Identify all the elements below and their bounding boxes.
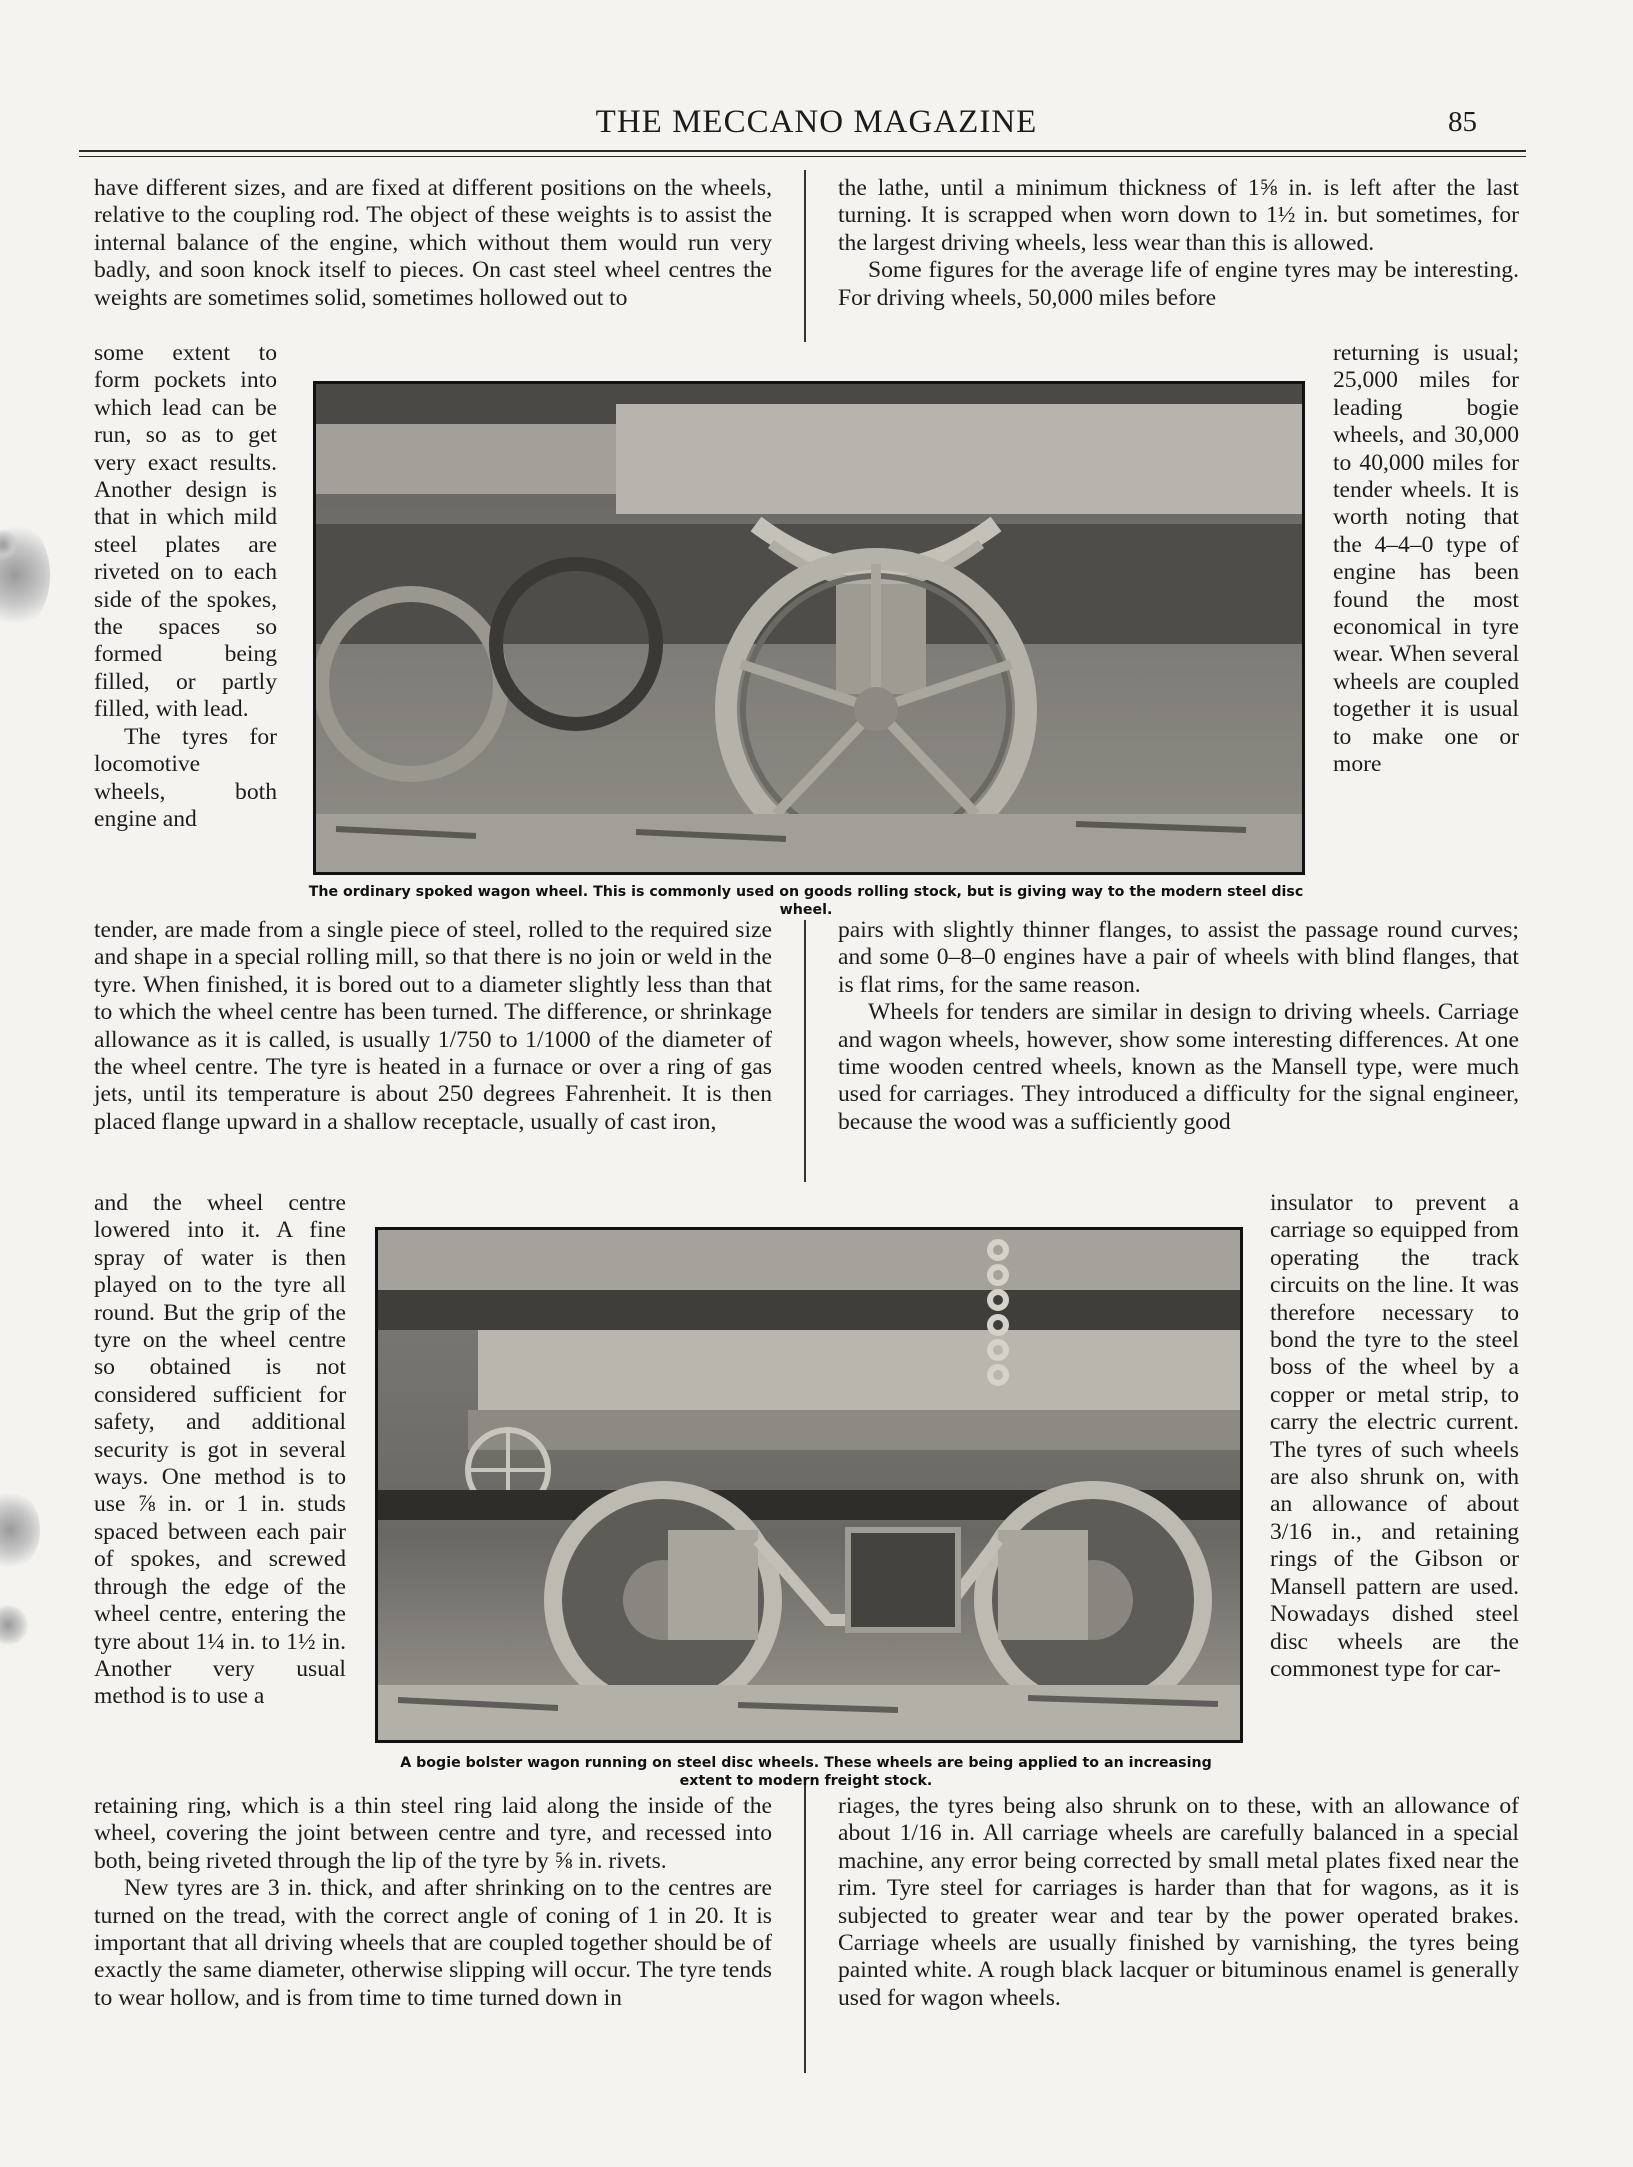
paragraph: have different sizes, and are fixed at different positions on the wheels, relative to the coupling rod. The object of these weights is to assist the internal balance of the engine, which without them would run very badly, and soon knock itself to pieces. On cast steel wheel centres the weights are sometimes solid, sometimes hollowed out to: [94, 175, 772, 311]
photo-spoked-wagon-wheel: [313, 381, 1305, 875]
paragraph: returning is usual; 25,000 miles for leading bogie wheels, and 30,000 to 40,000 miles for tender wheels. It is worth noting that the 4–4–0 type of engine has been found the most economical in tyre wear. When several wheels are coupled together it is usual to make one or more: [1333, 340, 1519, 778]
text-right-narrow-1: [1333, 340, 1519, 779]
column-rule: [804, 170, 806, 342]
paragraph: and the wheel centre lowered into it. A fine spray of water is then played on to the tyre all round. But the grip of the tyre on the wheel centre so obtained is not considered sufficient for safety, and additional security is got in several ways. One method is to use ⅞ in. or 1 in. studs spaced between each pair of spokes, and screwed through the edge of the wheel centre, entering the tyre about 1¼ in. to 1½ in. Another very usual method is to use a: [94, 1190, 346, 1710]
header-rule: [79, 150, 1526, 152]
paragraph: tender, are made from a single piece of steel, rolled to the required size and shape in a special rolling mill, so that there is no join or weld in the tyre. When finished, it is bored out to a diameter slightly less than that to which the wheel centre has been turned. The difference, or shrinkage allowance as it is called, is usually 1/750 to 1/1000 of the diameter of the wheel centre. The tyre is heated in a furnace or over a ring of gas jets, until its temperature is about 250 degrees Fahrenheit. It is then placed flange upward in a shallow receptacle, usually of cast iron,: [94, 917, 772, 1135]
binding-hole-mark: [0, 1605, 28, 1645]
text-left-narrow-2: [94, 1190, 346, 1711]
binding-hole-mark: [0, 1490, 40, 1570]
text-bottom-right: [838, 1793, 1519, 2012]
text-bottom-left: [94, 1793, 772, 2012]
column-rule: [804, 920, 806, 1182]
figure-caption: The ordinary spoked wagon wheel. This is commonly used on goods rolling stock, but is giving way to the modern steel disc wheel.: [308, 884, 1304, 918]
text-top-right: [838, 175, 1519, 312]
paragraph: New tyres are 3 in. thick, and after shrinking on to the centres are turned on the tread, with the correct angle of coning of 1 in 20. It is important that all driving wheels that are coupled together should be of exactly the same diameter, otherwise slipping will occur. The tyre tends to wear hollow, and is from time to time turned down in: [94, 1875, 772, 2011]
text-left-narrow-1: [94, 340, 277, 833]
paragraph: the lathe, until a minimum thickness of 1⅝ in. is left after the last turning. It is scrapped when worn down to 1½ in. but sometimes, for the largest driving wheels, less wear than this is allowed.: [838, 175, 1519, 256]
photo-bogie-bolster-wagon: [375, 1227, 1243, 1743]
text-top-left: [94, 175, 772, 312]
spoked-wheel-photo-illustration: [316, 384, 1302, 872]
paragraph: insulator to prevent a carriage so equipped from operating the track circuits on the line. It was therefore necessary to bond the tyre to the steel boss of the wheel by a copper or metal strip, to carry the electric current. The tyres of such wheels are also shrunk on, with an allowance of about 3/16 in., and retaining rings of the Gibson or Mansell pattern are used. Nowadays dished steel disc wheels are the commonest type for car-: [1270, 1190, 1519, 1682]
column-rule: [804, 1785, 806, 2073]
paragraph: retaining ring, which is a thin steel ring laid along the inside of the wheel, covering the joint between centre and tyre, and recessed into both, being riveted through the lip of the tyre by ⅝ in. rivets.: [94, 1793, 772, 1874]
paragraph: some extent to form pockets into which lead can be run, so as to get very exact results. Another design is that in which mild steel plates are riveted on to each side of the spokes, the spaces so formed being filled, or partly filled, with lead.: [94, 340, 277, 723]
paragraph: riages, the tyres being also shrunk on to these, with an allowance of about 1/16 in. All carriage wheels are carefully balanced in a special machine, any error being corrected by small metal plates fixed near the rim. Tyre steel for carriages is harder than that for wagons, as it is subjected to greater wear and tear by the power operated brakes. Carriage wheels are usually finished by varnishing, the tyres being painted white. A rough black lacquer or bituminous enamel is generally used for wagon wheels.: [838, 1793, 1519, 2011]
page-number: 85: [1448, 106, 1477, 138]
paragraph: The tyres for locomotive wheels, both engine and: [94, 723, 277, 832]
figure-caption: A bogie bolster wagon running on steel disc wheels. These wheels are being applied to an increasing extent to modern freight stock.: [400, 1755, 1212, 1789]
paragraph: Wheels for tenders are similar in design to driving wheels. Carriage and wagon wheels, however, show some interesting differences. At one time wooden centred wheels, known as the Mansell type, were much used for carriages. They introduced a difficulty for the signal engineer, because the wood was a sufficiently good: [838, 999, 1519, 1135]
text-mid-left: [94, 917, 772, 1136]
paragraph: Some figures for the average life of engine tyres may be interesting. For driving wheels, 50,000 miles before: [838, 257, 1519, 311]
paragraph: pairs with slightly thinner flanges, to assist the passage round curves; and some 0–8–0 engines have a pair of wheels with blind flanges, that is flat rims, for the same reason.: [838, 917, 1519, 998]
text-right-narrow-2: [1270, 1190, 1519, 1683]
header-rule-thin: [79, 156, 1526, 157]
bogie-wagon-photo-illustration: [378, 1230, 1240, 1740]
text-mid-right: [838, 917, 1519, 1136]
magazine-title: THE MECCANO MAGAZINE: [595, 104, 1038, 140]
